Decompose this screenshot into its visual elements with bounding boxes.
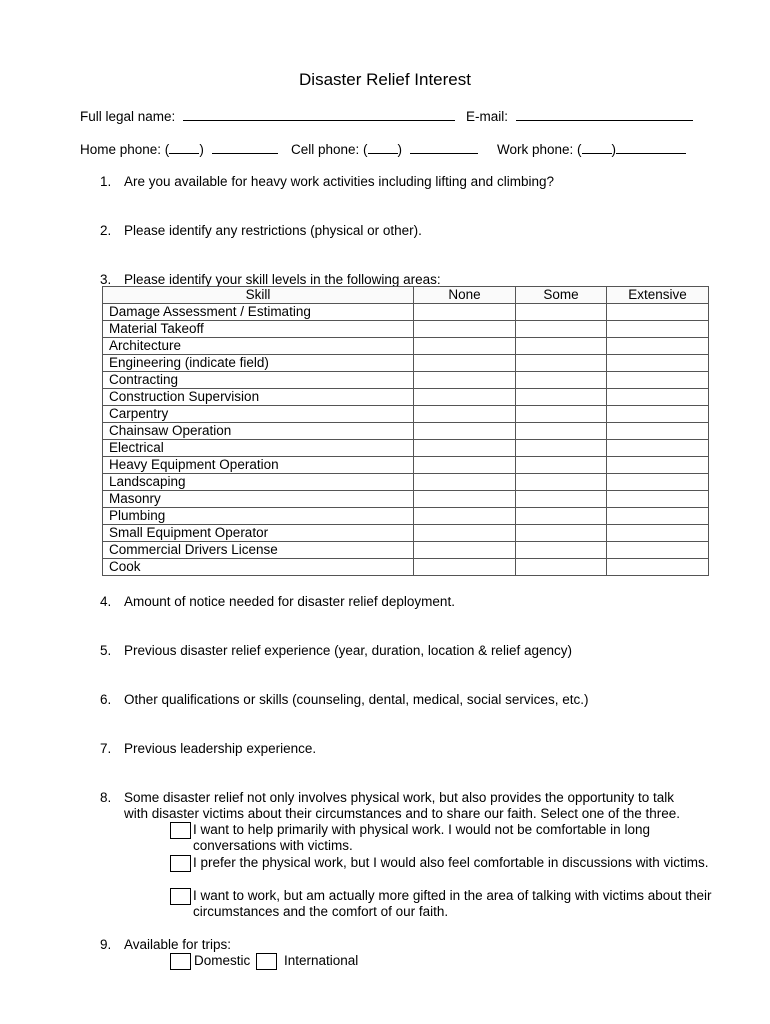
skill-level-none-cell[interactable] <box>414 491 516 508</box>
header-extensive: Extensive <box>607 287 709 304</box>
question-3 <box>100 272 441 287</box>
question-9 <box>100 937 231 952</box>
skill-level-none-cell[interactable] <box>414 457 516 474</box>
skill-level-extensive-cell[interactable] <box>607 389 709 406</box>
home-phone-label: Home phone: ( <box>80 142 170 157</box>
skill-level-some-cell[interactable] <box>516 440 607 457</box>
skill-level-some-cell[interactable] <box>516 474 607 491</box>
work-phone-row <box>497 141 686 157</box>
skill-level-none-cell[interactable] <box>414 423 516 440</box>
question-number: 8. <box>100 790 112 805</box>
cell-phone-row <box>291 141 478 157</box>
skill-level-some-cell[interactable] <box>516 508 607 525</box>
home-phone-area-field[interactable] <box>169 141 199 154</box>
skill-level-none-cell[interactable] <box>414 372 516 389</box>
table-row <box>103 559 709 576</box>
international-label: International <box>284 953 359 968</box>
full-name-label: Full legal name: <box>80 109 176 124</box>
skill-level-extensive-cell[interactable] <box>607 525 709 542</box>
question-4 <box>100 594 455 609</box>
skill-level-some-cell[interactable] <box>516 525 607 542</box>
skill-level-some-cell[interactable] <box>516 338 607 355</box>
question-number: 7. <box>100 741 112 756</box>
table-row <box>103 304 709 321</box>
page-title: Disaster Relief Interest <box>299 70 471 89</box>
skill-name: Commercial Drivers License <box>103 542 414 559</box>
skill-level-some-cell[interactable] <box>516 304 607 321</box>
skill-name: Material Takeoff <box>103 321 414 338</box>
table-row <box>103 406 709 423</box>
skill-level-extensive-cell[interactable] <box>607 440 709 457</box>
table-row <box>103 355 709 372</box>
question-text: Please identify any restrictions (physical or other). <box>124 223 422 238</box>
table-row <box>103 542 709 559</box>
question-2 <box>100 223 422 238</box>
q8-option-3-checkbox[interactable] <box>170 888 191 905</box>
skill-level-extensive-cell[interactable] <box>607 508 709 525</box>
skill-level-some-cell[interactable] <box>516 321 607 338</box>
table-row <box>103 508 709 525</box>
question-number: 4. <box>100 594 112 609</box>
skill-level-none-cell[interactable] <box>414 355 516 372</box>
skill-name: Architecture <box>103 338 414 355</box>
skill-level-none-cell[interactable] <box>414 304 516 321</box>
table-row <box>103 491 709 508</box>
skill-level-extensive-cell[interactable] <box>607 406 709 423</box>
skill-name: Electrical <box>103 440 414 457</box>
table-row <box>103 389 709 406</box>
skill-level-some-cell[interactable] <box>516 389 607 406</box>
email-label: E-mail: <box>466 109 509 124</box>
table-row <box>103 372 709 389</box>
skill-level-none-cell[interactable] <box>414 508 516 525</box>
question-text: Are you available for heavy work activities including lifting and climbing? <box>124 174 554 189</box>
skill-level-extensive-cell[interactable] <box>607 304 709 321</box>
work-phone-area-field[interactable] <box>582 141 612 154</box>
table-row <box>103 457 709 474</box>
skill-level-extensive-cell[interactable] <box>607 474 709 491</box>
skill-level-some-cell[interactable] <box>516 457 607 474</box>
q8-option-3-label: I want to work, but am actually more gifted in the area of talking with victims about their circumstances and the comfort of our faith. <box>193 888 712 919</box>
skill-level-some-cell[interactable] <box>516 559 607 576</box>
full-name-field[interactable] <box>183 108 455 121</box>
question-text: Please identify your skill levels in the following areas: <box>124 272 441 287</box>
email-field[interactable] <box>516 108 693 121</box>
skill-level-none-cell[interactable] <box>414 474 516 491</box>
skill-level-none-cell[interactable] <box>414 440 516 457</box>
question-number: 1. <box>100 174 112 189</box>
cell-phone-area-field[interactable] <box>368 141 398 154</box>
skill-level-extensive-cell[interactable] <box>607 338 709 355</box>
cell-phone-paren: ) <box>397 142 403 157</box>
cell-phone-label: Cell phone: ( <box>291 142 368 157</box>
table-row <box>103 321 709 338</box>
question-5 <box>100 643 572 658</box>
question-text: Other qualifications or skills (counseling, dental, medical, social services, etc.) <box>124 692 589 707</box>
skill-name: Landscaping <box>103 474 414 491</box>
q8-option-2-checkbox[interactable] <box>170 855 191 872</box>
skill-level-some-cell[interactable] <box>516 372 607 389</box>
q8-option-2-label: I prefer the physical work, but I would also feel comfortable in discussions with victims. <box>193 855 709 870</box>
skill-name: Cook <box>103 559 414 576</box>
question-text: Previous leadership experience. <box>124 741 317 756</box>
skill-name: Small Equipment Operator <box>103 525 414 542</box>
q8-option-1-label: I want to help primarily with physical work. I would not be comfortable in long conversations with victims. <box>193 822 650 853</box>
question-1 <box>100 174 554 189</box>
header-skill: Skill <box>103 287 414 304</box>
skill-level-none-cell[interactable] <box>414 559 516 576</box>
skill-level-some-cell[interactable] <box>516 406 607 423</box>
skill-level-some-cell[interactable] <box>516 355 607 372</box>
skills-table <box>102 286 709 576</box>
skill-level-none-cell[interactable] <box>414 389 516 406</box>
skills-table-header <box>103 287 709 304</box>
skill-name: Heavy Equipment Operation <box>103 457 414 474</box>
question-7 <box>100 741 316 756</box>
work-phone-paren: ) <box>611 142 617 157</box>
skill-level-none-cell[interactable] <box>414 406 516 423</box>
skill-level-some-cell[interactable] <box>516 542 607 559</box>
table-row <box>103 474 709 491</box>
skill-level-extensive-cell[interactable] <box>607 491 709 508</box>
skill-name: Construction Supervision <box>103 389 414 406</box>
skill-name: Engineering (indicate field) <box>103 355 414 372</box>
table-row <box>103 525 709 542</box>
skill-name: Carpentry <box>103 406 414 423</box>
header-some: Some <box>516 287 607 304</box>
skill-level-none-cell[interactable] <box>414 321 516 338</box>
skill-level-extensive-cell[interactable] <box>607 423 709 440</box>
skill-level-extensive-cell[interactable] <box>607 372 709 389</box>
question-6 <box>100 692 588 707</box>
domestic-checkbox[interactable] <box>170 953 191 970</box>
table-row <box>103 440 709 457</box>
question-number: 9. <box>100 937 112 952</box>
table-row <box>103 423 709 440</box>
home-phone-field[interactable] <box>212 141 278 154</box>
work-phone-field[interactable] <box>616 141 686 154</box>
header-none: None <box>414 287 516 304</box>
skill-name: Contracting <box>103 372 414 389</box>
full-name-row <box>80 108 455 124</box>
question-text: Amount of notice needed for disaster relief deployment. <box>124 594 455 609</box>
question-text: Some disaster relief not only involves physical work, but also provides the opportunity to talk with disaster victims about their circumstances and to share our faith. Select one of the three. <box>124 790 681 821</box>
skill-level-none-cell[interactable] <box>414 542 516 559</box>
question-number: 5. <box>100 643 112 658</box>
skill-level-extensive-cell[interactable] <box>607 559 709 576</box>
domestic-label: Domestic <box>194 953 251 968</box>
skill-level-extensive-cell[interactable] <box>607 542 709 559</box>
question-text: Previous disaster relief experience (year, duration, location & relief agency) <box>124 643 572 658</box>
skill-name: Masonry <box>103 491 414 508</box>
cell-phone-field[interactable] <box>410 141 478 154</box>
home-phone-paren: ) <box>199 142 204 157</box>
skill-level-some-cell[interactable] <box>516 491 607 508</box>
skill-level-extensive-cell[interactable] <box>607 355 709 372</box>
skill-level-none-cell[interactable] <box>414 338 516 355</box>
question-number: 6. <box>100 692 112 707</box>
question-text: Available for trips: <box>124 937 232 952</box>
home-phone-row <box>80 141 278 157</box>
question-number: 2. <box>100 223 112 238</box>
international-checkbox[interactable] <box>256 953 277 970</box>
email-row <box>466 108 693 124</box>
skill-name: Damage Assessment / Estimating <box>103 304 414 321</box>
skill-name: Plumbing <box>103 508 414 525</box>
skill-level-extensive-cell[interactable] <box>607 457 709 474</box>
skill-name: Chainsaw Operation <box>103 423 414 440</box>
table-row <box>103 338 709 355</box>
q8-option-1-checkbox[interactable] <box>170 822 191 839</box>
question-number: 3. <box>100 272 112 287</box>
work-phone-label: Work phone: ( <box>497 142 582 157</box>
question-8 <box>100 790 700 822</box>
skill-level-some-cell[interactable] <box>516 423 607 440</box>
skill-level-none-cell[interactable] <box>414 525 516 542</box>
skill-level-extensive-cell[interactable] <box>607 321 709 338</box>
